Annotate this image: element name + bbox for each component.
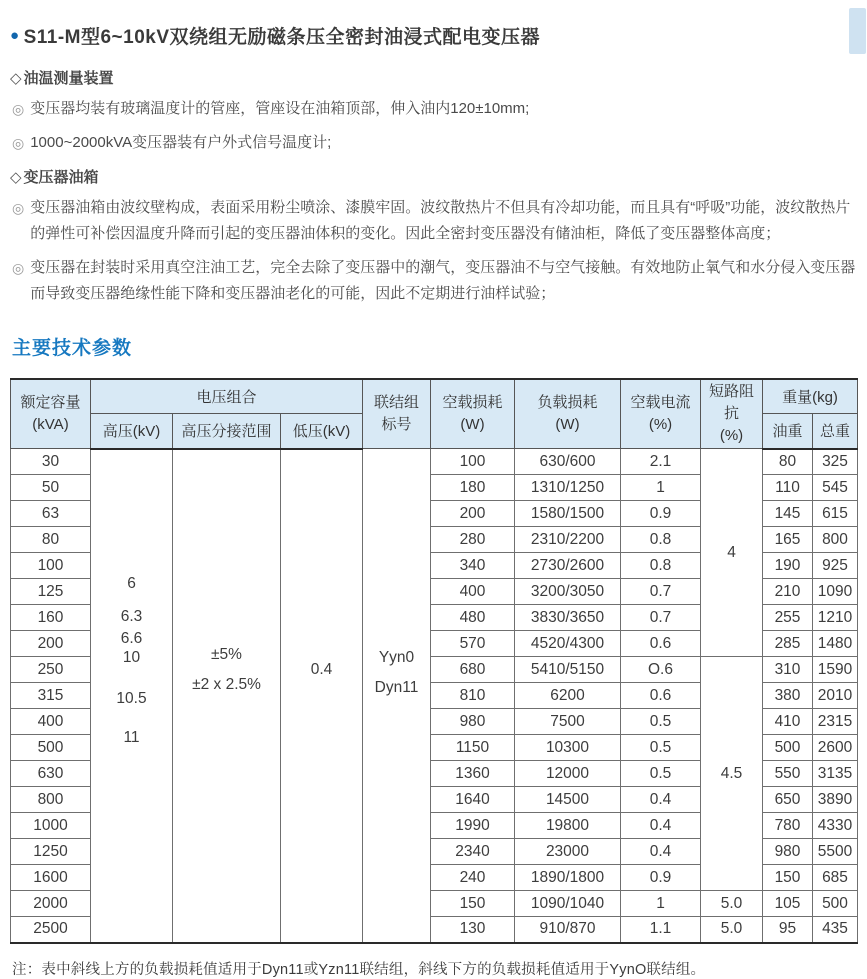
- cell-no-load-loss: 150: [431, 891, 515, 917]
- cell-load-loss: 630/600: [515, 449, 621, 475]
- cell-no-load-current: 0.9: [621, 501, 701, 527]
- cell-capacity: 63: [11, 501, 91, 527]
- ring-bullet-icon: ◎: [12, 200, 25, 216]
- cell-load-loss: 910/870: [515, 917, 621, 943]
- cell-capacity: 250: [11, 657, 91, 683]
- cell-no-load-current: 0.5: [621, 709, 701, 735]
- cell-oil-weight: 190: [763, 553, 813, 579]
- cell-load-loss: 4520/4300: [515, 631, 621, 657]
- cell-total-weight: 1210: [813, 605, 858, 631]
- cell-oil-weight: 380: [763, 683, 813, 709]
- cell-no-load-loss: 340: [431, 553, 515, 579]
- cell-capacity: 630: [11, 761, 91, 787]
- feature-text: 变压器在封装时采用真空注油工艺，完全去除了变压器中的潮气，变压器油不与空气接触。有效地防止氧气和水分侵入变压器而导致变压器绝缘性能下降和变压器油老化的可能，因此不定期进行油样试验；: [30, 259, 856, 302]
- feature-text: 1000~2000kVA变压器装有户外式信号温度计;: [30, 134, 332, 151]
- hv-values: 6 6.3 6.6 10 10.5 11: [116, 575, 147, 746]
- title-bullet-icon: ●: [10, 27, 20, 44]
- cell-oil-weight: 500: [763, 735, 813, 761]
- cell-total-weight: 1480: [813, 631, 858, 657]
- cell-no-load-loss: 240: [431, 865, 515, 891]
- cell-no-load-current: 0.4: [621, 839, 701, 865]
- cell-total-weight: 925: [813, 553, 858, 579]
- cell-no-load-loss: 100: [431, 449, 515, 475]
- cell-oil-weight: 210: [763, 579, 813, 605]
- cell-load-loss: 1580/1500: [515, 501, 621, 527]
- cell-impedance: 4: [701, 449, 763, 657]
- cell-oil-weight: 145: [763, 501, 813, 527]
- cell-no-load-current: 0.5: [621, 761, 701, 787]
- cell-capacity: 400: [11, 709, 91, 735]
- cell-no-load-current: 0.5: [621, 735, 701, 761]
- cell-lv-value: [281, 449, 363, 943]
- cell-load-loss: 12000: [515, 761, 621, 787]
- table-row: [11, 449, 858, 475]
- cell-no-load-current: 1: [621, 475, 701, 501]
- cell-capacity: 2000: [11, 891, 91, 917]
- cell-oil-weight: 780: [763, 813, 813, 839]
- cell-load-loss: 6200: [515, 683, 621, 709]
- cell-no-load-loss: 810: [431, 683, 515, 709]
- header-lv: 低压(kV): [281, 414, 363, 449]
- header-weight: 重量(kg): [763, 379, 858, 414]
- section-heading-text: 油温测量装置: [23, 70, 114, 87]
- cell-capacity: 1250: [11, 839, 91, 865]
- cell-oil-weight: 80: [763, 449, 813, 475]
- cell-total-weight: 1090: [813, 579, 858, 605]
- cell-capacity: 50: [11, 475, 91, 501]
- header-voltage-group: 电压组合: [91, 379, 363, 414]
- cell-no-load-loss: 480: [431, 605, 515, 631]
- page-title-text: S11-M型6~10kV双绕组无励磁条压全密封油浸式配电变压器: [23, 27, 541, 48]
- table-footnote: 注：表中斜线上方的负载损耗值适用于Dyn11或Yzn11联结组，斜线下方的负载损耗值适用于YynO联结组。: [12, 961, 706, 978]
- cell-total-weight: 4330: [813, 813, 858, 839]
- cell-no-load-loss: 200: [431, 501, 515, 527]
- cell-load-loss: 1090/1040: [515, 891, 621, 917]
- cell-load-loss: 3200/3050: [515, 579, 621, 605]
- header-no-load-current: 空载电流 (%): [621, 379, 701, 449]
- cell-no-load-current: 0.4: [621, 787, 701, 813]
- cell-no-load-loss: 1990: [431, 813, 515, 839]
- header-vector-group: 联结组 标号: [363, 379, 431, 449]
- ring-bullet-icon: ◎: [12, 135, 25, 151]
- table-header: [11, 379, 858, 449]
- cell-total-weight: 3135: [813, 761, 858, 787]
- cell-impedance: 5.0: [701, 891, 763, 917]
- feature-item: [10, 130, 857, 156]
- cell-oil-weight: 105: [763, 891, 813, 917]
- cell-oil-weight: 410: [763, 709, 813, 735]
- cell-total-weight: 2315: [813, 709, 858, 735]
- cell-capacity: 1600: [11, 865, 91, 891]
- cell-load-loss: 14500: [515, 787, 621, 813]
- section-heading-text: 变压器油箱: [23, 169, 99, 186]
- cell-total-weight: 435: [813, 917, 858, 943]
- cell-capacity: 80: [11, 527, 91, 553]
- cell-total-weight: 3890: [813, 787, 858, 813]
- cell-oil-weight: 285: [763, 631, 813, 657]
- feature-text: 变压器均装有玻璃温度计的管座，管座设在油箱顶部，伸入油内120±10mm;: [30, 100, 530, 117]
- cell-capacity: 100: [11, 553, 91, 579]
- cell-hv-values: [91, 449, 173, 943]
- tap-range-values: ±5% ±2 x 2.5%: [192, 645, 261, 693]
- cell-oil-weight: 110: [763, 475, 813, 501]
- cell-load-loss: 10300: [515, 735, 621, 761]
- cell-load-loss: 23000: [515, 839, 621, 865]
- cell-vector-group: [363, 449, 431, 943]
- header-tap-range: 高压分接范围: [173, 414, 281, 449]
- cell-load-loss: 3830/3650: [515, 605, 621, 631]
- cell-capacity: 800: [11, 787, 91, 813]
- cell-load-loss: 1890/1800: [515, 865, 621, 891]
- cell-oil-weight: 95: [763, 917, 813, 943]
- section-heading-oil-tank: [10, 166, 857, 187]
- cell-load-loss: 5410/5150: [515, 657, 621, 683]
- cell-no-load-loss: 180: [431, 475, 515, 501]
- cell-oil-weight: 255: [763, 605, 813, 631]
- cell-capacity: 2500: [11, 917, 91, 943]
- ring-bullet-icon: ◎: [12, 101, 25, 117]
- cell-no-load-loss: 570: [431, 631, 515, 657]
- main-params-title: 主要技术参数: [12, 338, 133, 359]
- section-heading-oil-temp: [10, 67, 857, 88]
- feature-item: [10, 96, 857, 122]
- cell-no-load-loss: 1150: [431, 735, 515, 761]
- cell-total-weight: 615: [813, 501, 858, 527]
- cell-no-load-current: 0.7: [621, 579, 701, 605]
- cell-total-weight: 2600: [813, 735, 858, 761]
- cell-oil-weight: 150: [763, 865, 813, 891]
- cell-no-load-loss: 400: [431, 579, 515, 605]
- cell-load-loss: 2310/2200: [515, 527, 621, 553]
- cell-oil-weight: 310: [763, 657, 813, 683]
- technical-parameters-table: [10, 378, 858, 944]
- feature-item: [10, 195, 857, 247]
- header-oil-weight: 油重: [763, 414, 813, 449]
- header-hv: 高压(kV): [91, 414, 173, 449]
- cell-capacity: 200: [11, 631, 91, 657]
- cell-no-load-current: 0.6: [621, 683, 701, 709]
- cell-oil-weight: 650: [763, 787, 813, 813]
- lv-value: 0.4: [310, 660, 333, 678]
- cell-total-weight: 325: [813, 449, 858, 475]
- cell-no-load-current: 0.9: [621, 865, 701, 891]
- header-no-load-loss: 空载损耗 (W): [431, 379, 515, 449]
- header-impedance: 短路阻抗 (%): [701, 379, 763, 449]
- cell-no-load-current: O.6: [621, 657, 701, 683]
- cell-no-load-current: 1: [621, 891, 701, 917]
- cell-load-loss: 7500: [515, 709, 621, 735]
- header-load-loss: 负载损耗 (W): [515, 379, 621, 449]
- cell-total-weight: 5500: [813, 839, 858, 865]
- cell-no-load-current: 0.4: [621, 813, 701, 839]
- vector-group-values: Yyn0 Dyn11: [374, 649, 419, 697]
- cell-no-load-loss: 680: [431, 657, 515, 683]
- cell-oil-weight: 980: [763, 839, 813, 865]
- cell-no-load-current: 0.8: [621, 553, 701, 579]
- header-total-weight: 总重: [813, 414, 858, 449]
- feature-item: [10, 255, 857, 307]
- page-title: [10, 22, 857, 49]
- diamond-icon: ◇: [10, 168, 22, 186]
- cell-no-load-current: 1.1: [621, 917, 701, 943]
- cell-impedance: 5.0: [701, 917, 763, 943]
- cell-tap-range: [173, 449, 281, 943]
- cell-no-load-loss: 1640: [431, 787, 515, 813]
- feature-text: 变压器油箱由波纹壁构成，表面采用粉尘喷涂、漆膜牢固。波纹散热片不但具有冷却功能，而且具有“呼吸”功能，波纹散热片的弹性可补偿因温度升降而引起的变压器油体积的变化。因此全密封变压器没有储油柜，降低了变压器整体高度；: [30, 199, 851, 242]
- cell-oil-weight: 550: [763, 761, 813, 787]
- cell-no-load-current: 0.8: [621, 527, 701, 553]
- cell-no-load-loss: 2340: [431, 839, 515, 865]
- cell-no-load-loss: 130: [431, 917, 515, 943]
- cell-total-weight: 1590: [813, 657, 858, 683]
- cell-no-load-current: 2.1: [621, 449, 701, 475]
- cell-capacity: 160: [11, 605, 91, 631]
- cell-load-loss: 2730/2600: [515, 553, 621, 579]
- cell-load-loss: 19800: [515, 813, 621, 839]
- diamond-icon: ◇: [10, 69, 22, 87]
- cell-no-load-loss: 1360: [431, 761, 515, 787]
- cell-capacity: 30: [11, 449, 91, 475]
- cell-total-weight: 500: [813, 891, 858, 917]
- cell-capacity: 500: [11, 735, 91, 761]
- cell-no-load-current: 0.6: [621, 631, 701, 657]
- cell-no-load-loss: 980: [431, 709, 515, 735]
- cell-no-load-current: 0.7: [621, 605, 701, 631]
- cell-total-weight: 685: [813, 865, 858, 891]
- table-body: [11, 449, 858, 943]
- cell-total-weight: 800: [813, 527, 858, 553]
- cell-capacity: 1000: [11, 813, 91, 839]
- cell-capacity: 125: [11, 579, 91, 605]
- cell-no-load-loss: 280: [431, 527, 515, 553]
- header-capacity: 额定容量 (kVA): [11, 379, 91, 449]
- cell-capacity: 315: [11, 683, 91, 709]
- cell-total-weight: 545: [813, 475, 858, 501]
- cell-impedance: 4.5: [701, 657, 763, 891]
- cell-total-weight: 2010: [813, 683, 858, 709]
- ring-bullet-icon: ◎: [12, 260, 25, 276]
- cell-load-loss: 1310/1250: [515, 475, 621, 501]
- cell-oil-weight: 165: [763, 527, 813, 553]
